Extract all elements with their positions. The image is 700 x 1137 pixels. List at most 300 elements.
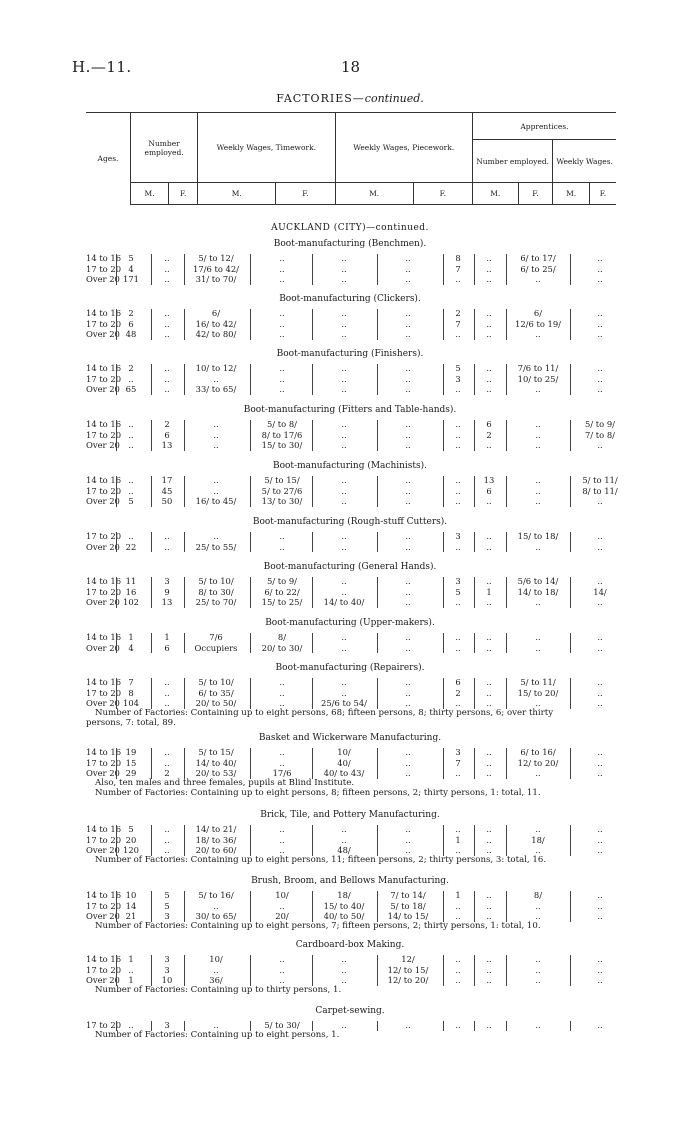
table-cell: .. [535,975,541,985]
table-cell: .. [597,263,603,274]
table-cell: .. [486,911,492,921]
table-cell: .. [455,632,461,642]
hdr-m: M. [335,183,413,205]
table-cell: .. [455,329,461,339]
table-cell: .. [405,531,411,541]
column-rule [506,891,507,922]
column-rule [443,1021,444,1031]
table-cell: .. [486,757,492,768]
column-rule [250,476,251,507]
column-rule [474,891,475,922]
table-cell: 5 [455,363,461,373]
table-cell: .. [486,329,492,339]
table-cell: 2 [455,308,461,318]
table-cell: .. [597,677,603,687]
table-cell: .. [213,419,219,429]
column-rule [151,748,152,779]
table-cell: .. [405,541,411,552]
table-cell: 7 [128,677,134,687]
table-cell: 11 [125,576,137,586]
table-cell: .. [486,954,492,964]
row-age-label: 17 to 20 [86,373,122,384]
column-rule [377,420,378,451]
table-cell: .. [213,373,219,384]
column-rule [570,633,571,653]
column-rule [151,577,152,608]
section-title: Boot-manufacturing (Rough-stuff Cutters). [252,517,448,527]
hdr-f: F. [589,183,616,205]
table-cell: 48/ [337,845,351,855]
table-cell: .. [486,531,492,541]
table-cell: .. [455,384,461,394]
table-cell: .. [455,845,461,855]
table-cell: .. [341,541,347,552]
section-title: Basket and Wickerware Manufacturing. [258,733,442,743]
col-ages: Ages. [86,113,131,205]
column-rule [184,825,185,856]
col-weekly-time: Weekly Wages, Timework. [198,113,335,183]
column-rule [151,364,152,395]
column-rule [151,633,152,653]
table-cell: .. [341,496,347,506]
col-app-wages: Weekly Wages. [553,140,616,183]
table-cell: .. [597,531,603,541]
row-age-label: 14 to 16 [86,475,122,485]
table-cell: 5/ to 11/ [520,677,556,687]
column-rule [506,678,507,709]
table-cell: 14/ to 40/ [323,597,365,607]
column-rule [116,364,117,395]
row-age-label: 14 to 16 [86,747,122,757]
table-cell: 7/6 to 11/ [517,363,559,373]
table-cell: .. [164,834,170,845]
table-cell: .. [597,576,603,586]
table-cell: .. [279,363,285,373]
table-cell: .. [486,632,492,642]
column-rule [474,633,475,653]
factory-count-note: Number of Factories: Containing up to eight persons, 68; fifteen persons, 8; thirty persons, 6; over thirty [95,707,554,718]
table-cell: .. [597,747,603,757]
table-cell: 7 [455,318,461,329]
column-rule [474,748,475,779]
table-cell: 5/ to 10/ [198,677,234,687]
column-rule [474,364,475,395]
table-cell: 12/ to 20/ [517,757,559,768]
column-rule [250,955,251,986]
table-cell: .. [405,597,411,607]
column-rule [377,254,378,285]
table-cell: 8/ [533,890,543,900]
table-cell: .. [535,440,541,450]
table-cell: .. [455,496,461,506]
table-cell: .. [486,597,492,607]
table-cell: .. [128,373,134,384]
column-rule [116,577,117,608]
table-cell: .. [341,834,347,845]
table-cell: .. [535,541,541,552]
column-rule [474,1021,475,1031]
table-cell: .. [405,642,411,653]
table-cell: .. [455,964,461,975]
column-rule [184,577,185,608]
table-cell: .. [455,440,461,450]
table-cell: .. [405,677,411,687]
column-rule [506,825,507,856]
table-cell: 50 [161,496,173,506]
table-cell: .. [597,329,603,339]
table-cell: .. [341,373,347,384]
table-cell: 15/ to 25/ [261,597,303,607]
table-cell: 13/ to 30/ [261,496,303,506]
column-rule [312,891,313,922]
column-rule [570,825,571,856]
column-rule [116,891,117,922]
table-cell: .. [279,373,285,384]
table-cell: .. [279,329,285,339]
table-cell: 36/ [209,975,223,985]
column-rule [116,309,117,340]
table-cell: 1 [128,632,134,642]
table-cell: 20/ to 53/ [195,768,237,778]
table-cell: .. [279,263,285,274]
table-cell: 14/ to 40/ [195,757,237,768]
table-cell: .. [341,954,347,964]
table-cell: .. [279,975,285,985]
table-cell: .. [597,373,603,384]
column-rule [443,748,444,779]
table-cell: 14/ to 15/ [387,911,429,921]
table-cell: .. [405,687,411,698]
table-cell: 2 [164,768,170,778]
column-rule [570,476,571,507]
table-cell: .. [405,586,411,597]
section-title: Boot-manufacturing (Finishers). [276,349,424,359]
table-cell: .. [486,890,492,900]
page-title: FACTORIES—continued. [276,92,424,105]
table-cell: .. [535,485,541,496]
table-cell: 12/ to 15/ [387,964,429,975]
table-cell: 1 [164,632,170,642]
table-cell: 18/ [337,890,351,900]
table-cell: .. [597,900,603,911]
table-cell: .. [164,531,170,541]
column-rule [377,364,378,395]
table-cell: Occupiers [194,642,238,653]
table-cell: 1 [128,975,134,985]
table-cell: 18/ [531,834,545,845]
table-cell: .. [486,363,492,373]
table-cell: .. [597,890,603,900]
table-cell: .. [213,485,219,496]
table-cell: 102 [123,597,139,607]
table-cell: 3 [164,576,170,586]
table-cell: .. [405,747,411,757]
table-cell: 6/ [533,308,543,318]
column-rule [151,254,152,285]
table-cell: 20/ to 30/ [261,642,303,653]
column-rule [312,532,313,552]
table-cell: .. [486,975,492,985]
column-rule [312,748,313,779]
table-cell: .. [405,698,411,708]
table-cell: 3 [164,964,170,975]
row-age-label: 14 to 16 [86,419,122,429]
column-rule [570,364,571,395]
table-cell: .. [213,531,219,541]
column-rule [506,420,507,451]
table-cell: .. [128,429,134,440]
hdr-f: F. [518,183,553,205]
table-cell: 6/ to 16/ [520,747,556,757]
table-cell: .. [341,329,347,339]
row-age-label: Over 20 [86,541,120,552]
hdr-m: M. [553,183,590,205]
table-cell: .. [405,496,411,506]
column-rule [377,633,378,653]
table-cell: 17/6 to 42/ [192,263,240,274]
table-cell: .. [486,687,492,698]
table-cell: .. [535,597,541,607]
table-cell: .. [279,698,285,708]
column-rule [570,891,571,922]
column-rule [377,577,378,608]
column-rule [377,955,378,986]
table-cell: .. [405,318,411,329]
table-cell: 5 [164,900,170,911]
row-age-label: Over 20 [86,274,120,284]
table-cell: 5/ to 16/ [198,890,234,900]
table-cell: .. [164,253,170,263]
table-cell: .. [164,677,170,687]
column-rule [151,825,152,856]
column-rule [312,577,313,608]
table-cell: .. [279,900,285,911]
table-cell: 19 [125,747,137,757]
table-cell: .. [486,677,492,687]
table-cell: .. [405,440,411,450]
row-age-label: 17 to 20 [86,834,122,845]
table-cell: .. [164,687,170,698]
section-title: Boot-manufacturing (Clickers). [279,294,421,304]
table-cell: .. [341,263,347,274]
column-rule [312,309,313,340]
table-cell: .. [455,485,461,496]
column-rule [474,577,475,608]
table-cell: 40/ to 43/ [323,768,365,778]
section-title: Boot-manufacturing (Upper-makers). [265,618,435,628]
column-rule [116,748,117,779]
column-rule [506,254,507,285]
section-title: Cardboard-box Making. [295,940,405,950]
table-cell: .. [405,768,411,778]
table-cell: 2 [164,419,170,429]
section-title: Boot-manufacturing (Repairers). [275,663,425,673]
hdr-m: M. [472,183,518,205]
column-rule [184,309,185,340]
table-cell: 13 [161,597,173,607]
table-cell: 10 [125,890,137,900]
table-cell: 5 [128,824,134,834]
table-cell: .. [341,531,347,541]
table-cell: .. [486,253,492,263]
table-cell: 1 [455,890,461,900]
column-rule [312,420,313,451]
table-cell: 5/ to 15/ [264,475,300,485]
table-cell: 7/6 [209,632,223,642]
table-cell: .. [535,900,541,911]
table-cell: .. [341,642,347,653]
column-rule [506,476,507,507]
table-cell: 15/ to 18/ [517,531,559,541]
table-cell: .. [535,824,541,834]
table-cell: 5 [128,496,134,506]
column-rule [377,1021,378,1031]
column-rule [312,476,313,507]
column-rule [474,254,475,285]
column-rule [312,955,313,986]
col-app-number: Number employed. [472,140,552,183]
table-cell: .. [455,911,461,921]
table-cell: .. [597,698,603,708]
section-title: Brick, Tile, and Pottery Manufacturing. [260,810,440,820]
table-cell: 10 [161,975,173,985]
table-cell: 40/ to 50/ [323,911,365,921]
table-cell: .. [341,586,347,597]
table-cell: .. [535,475,541,485]
table-cell: 25/6 to 54/ [320,698,368,708]
table-cell: 10/ [209,954,223,964]
factory-count-note: Number of Factories: Containing up to thirty persons, 1. [95,984,342,995]
table-cell: 5/ to 27/6 [261,485,303,496]
table-cell: 15/ to 20/ [517,687,559,698]
table-cell: 14/ to 18/ [517,586,559,597]
table-cell: .. [405,824,411,834]
table-cell: .. [597,274,603,284]
table-cell: .. [405,274,411,284]
table-cell: 6/ to 17/ [520,253,556,263]
table-cell: .. [405,845,411,855]
table-cell: 33/ to 65/ [195,384,237,394]
table-cell: .. [486,274,492,284]
table-cell: .. [597,642,603,653]
table-cell: .. [341,384,347,394]
hdr-f: F. [276,183,335,205]
table-cell: .. [164,363,170,373]
row-age-label: 17 to 20 [86,429,122,440]
column-rule [443,309,444,340]
column-rule [443,825,444,856]
table-cell: .. [341,429,347,440]
section-title: Boot-manufacturing (General Hands). [263,562,437,572]
table-cell: .. [279,687,285,698]
table-cell: .. [486,440,492,450]
factory-count-note: Number of Factories: Containing up to eight persons, 8; fifteen persons, 2; thirty persons, 1: total, 11. [95,788,541,798]
column-rule [506,577,507,608]
table-cell: 9 [164,586,170,597]
column-rule [474,825,475,856]
table-cell: .. [341,632,347,642]
table-cell: .. [128,475,134,485]
table-cell: .. [341,318,347,329]
table-cell: .. [341,687,347,698]
column-rule [151,532,152,552]
column-rule [377,532,378,552]
column-rule [506,1021,507,1031]
table-cell: .. [486,845,492,855]
table-cell: .. [597,440,603,450]
table-cell: .. [341,308,347,318]
table-cell: .. [405,384,411,394]
column-rule [570,254,571,285]
column-rule [570,577,571,608]
table-cell: .. [164,329,170,339]
row-age-label: 14 to 16 [86,890,122,900]
table-cell: 6 [455,677,461,687]
table-cell: 22 [125,541,137,552]
column-rule [377,476,378,507]
table-cell: 6 [128,318,134,329]
column-rule [570,1021,571,1031]
table-cell: 3 [455,576,461,586]
table-cell: .. [455,975,461,985]
table-cell: 5/ to 9/ [266,576,298,586]
table-cell: 13 [483,475,495,485]
row-age-label: Over 20 [86,642,120,653]
table-cell: .. [128,485,134,496]
table-cell: .. [455,642,461,653]
table-cell: .. [341,274,347,284]
table-cell: .. [164,541,170,552]
table-cell: .. [597,384,603,394]
column-rule [443,633,444,653]
table-cell: .. [279,384,285,394]
table-cell: .. [279,757,285,768]
table-cell: .. [597,308,603,318]
table-cell: .. [164,384,170,394]
table-cell: 3 [164,954,170,964]
column-rule [506,748,507,779]
column-rule [474,955,475,986]
column-rule [250,577,251,608]
table-cell: .. [597,954,603,964]
table-cell: .. [486,384,492,394]
column-rule [570,678,571,709]
table-cell: .. [535,429,541,440]
table-cell: 16/ to 42/ [195,318,237,329]
table-cell: .. [455,954,461,964]
column-rule [250,825,251,856]
table-cell: 18/ to 36/ [195,834,237,845]
hdr-f: F. [413,183,472,205]
table-cell: .. [597,757,603,768]
table-cell: .. [486,318,492,329]
table-cell: .. [213,440,219,450]
table-cell: .. [597,363,603,373]
table-cell: 30/ to 65/ [195,911,237,921]
column-rule [250,420,251,451]
table-cell: .. [486,373,492,384]
row-age-label: 14 to 16 [86,308,122,318]
table-cell: 6/ to 35/ [198,687,234,698]
table-cell: .. [455,541,461,552]
row-age-label: 17 to 20 [86,318,122,329]
table-cell: .. [455,475,461,485]
table-cell: 3 [455,531,461,541]
table-cell: 5/ to 15/ [198,747,234,757]
table-cell: .. [164,845,170,855]
table-cell: .. [213,964,219,975]
table-cell: 6/ to 25/ [520,263,556,274]
